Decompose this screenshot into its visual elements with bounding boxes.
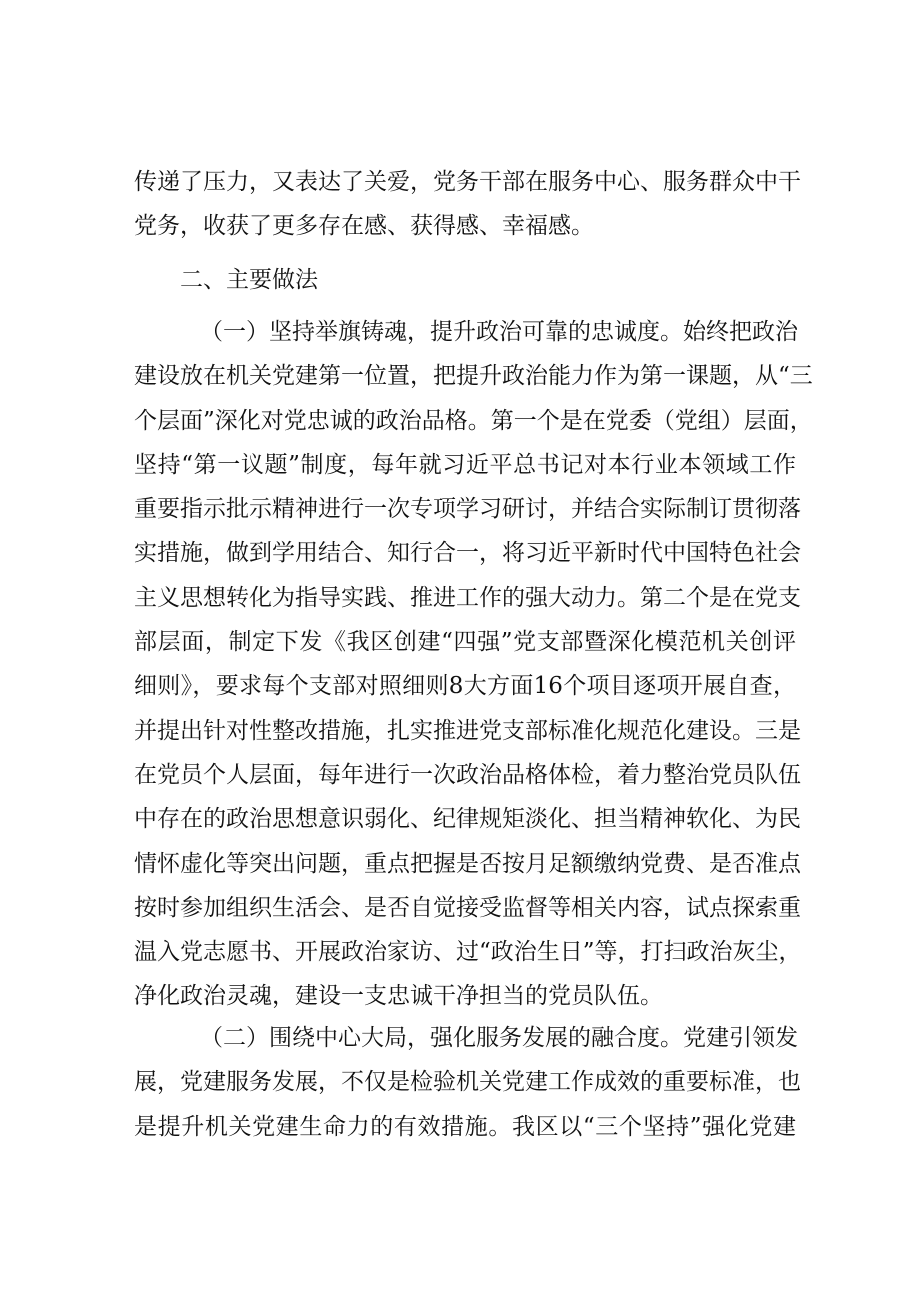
paragraph-line: 温入党志愿书、开展政治家访、过“政治生日”等，打扫政治灰尘，: [134, 939, 802, 966]
paragraph-line: 净化政治灵魂，建设一支忠诚干净担当的党员队伍。: [134, 983, 663, 1010]
paragraph-line: 中存在的政治思想意识弱化、纪律规矩淡化、担当精神软化、为民: [134, 806, 801, 833]
paragraph-line: （二）围绕中心大局，强化服务发展的融合度。党建引领发: [200, 1025, 798, 1051]
paragraph-line: 细则》，要求每个支部对照细则8大方面16个项目逐项开展自查，: [134, 673, 796, 700]
paragraph-line: 实措施，做到学用结合、知行合一，将习近平新时代中国特色社会: [134, 540, 801, 567]
paragraph-line: 传递了压力，又表达了关爱，党务干部在服务中心、服务群众中干: [134, 169, 801, 195]
paragraph-line: 展，党建服务发展，不仅是检验机关党建工作成效的重要标准，也: [134, 1069, 801, 1096]
continued-paragraph: [134, 160, 801, 249]
section-heading: [134, 258, 796, 302]
paragraph-political-loyalty: [134, 310, 813, 1019]
paragraph-line: 坚持“第一议题”制度，每年就习近平总书记对本行业本领域工作: [134, 451, 796, 478]
paragraph-line: 在党员个人层面，每年进行一次政治品格体检，着力整治党员队伍: [134, 761, 801, 788]
paragraph-line: 按时参加组织生活会、是否自觉接受监督等相关内容，试点探索重: [134, 894, 801, 921]
paragraph-line: 是提升机关党建生命力的有效措施。我区以“三个坚持”强化党建: [134, 1113, 796, 1140]
paragraph-line: 并提出针对性整改措施，扎实推进党支部标准化规范化建设。三是: [134, 717, 801, 744]
paragraph-line: 党务，收获了更多存在感、获得感、幸福感。: [134, 213, 594, 240]
paragraph-line: 建设放在机关党建第一位置，把提升政治能力作为第一课题，从“三: [134, 363, 813, 390]
paragraph-line: 重要指示批示精神进行一次专项学习研讨，并结合实际制订贯彻落: [134, 496, 801, 523]
paragraph-line: 部层面，制定下发《我区创建“四强”党支部暨深化模范机关创评: [134, 629, 796, 656]
paragraph-line: 主义思想转化为指导实践、推进工作的强大动力。第二个是在党支: [134, 584, 801, 611]
section-heading-text: 二、主要做法: [180, 267, 318, 293]
paragraph-service-development: [134, 1016, 801, 1149]
paragraph-line: 情怀虚化等突出问题，重点把握是否按月足额缴纳党费、是否准点: [134, 850, 801, 877]
paragraph-line: 个层面”深化对党忠诚的政治品格。第一个是在党委（党组）层面，: [134, 407, 813, 434]
paragraph-line: （一）坚持举旗铸魂，提升政治可靠的忠诚度。始终把政治: [200, 319, 798, 345]
